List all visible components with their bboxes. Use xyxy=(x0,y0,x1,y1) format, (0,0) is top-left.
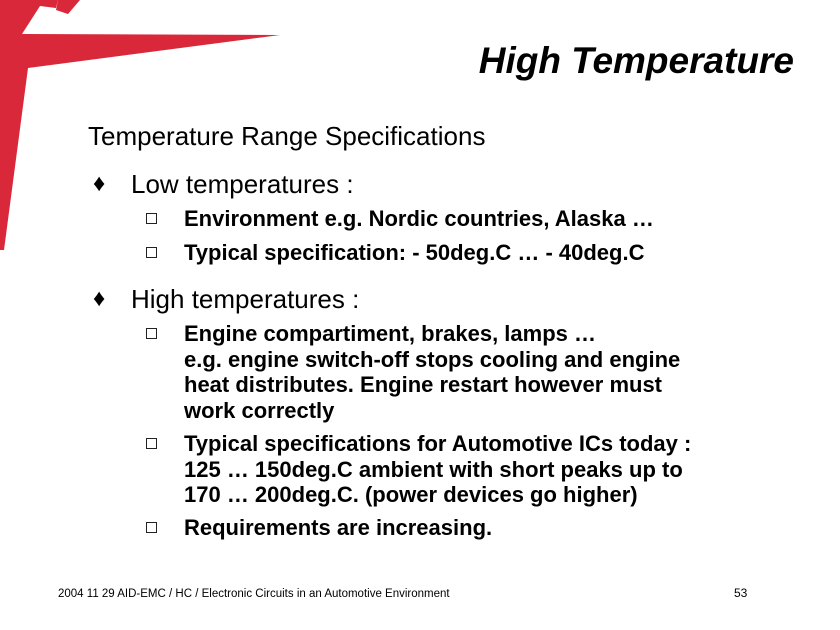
hollow-square-icon xyxy=(146,213,157,224)
sub-bullet-text: Requirements are increasing. xyxy=(184,515,493,540)
diamond-icon: ♦ xyxy=(93,285,106,312)
slide-subtitle: Temperature Range Specifications xyxy=(88,121,486,151)
sub-bullet-text: Typical specifications for Automotive ICs today : 125 … 150deg.C ambient with short peaks up to 170 … 200deg.C. (power devices go higher) xyxy=(184,431,692,507)
page-number: 53 xyxy=(734,586,748,600)
bullet-text: High temperatures : xyxy=(131,284,360,314)
hollow-square-icon xyxy=(146,328,157,339)
sub-bullet-text: Environment e.g. Nordic countries, Alaska … xyxy=(184,206,654,231)
sub-bullet-text: Typical specification: - 50deg.C … - 40deg.C xyxy=(184,240,645,265)
hollow-square-icon xyxy=(146,522,157,533)
bullet-text: Low temperatures : xyxy=(131,169,354,199)
hollow-square-icon xyxy=(146,438,157,449)
slide-title: High Temperature xyxy=(478,40,794,81)
slide-footer: 2004 11 29 AID-EMC / HC / Electronic Circuits in an Automotive Environment xyxy=(58,588,450,600)
diamond-icon: ♦ xyxy=(93,170,106,197)
hollow-square-icon xyxy=(146,247,157,258)
sub-bullet-text: Engine compartiment, brakes, lamps … e.g. engine switch-off stops cooling and engine heat distributes. Engine restart however must work correctly xyxy=(184,321,681,423)
